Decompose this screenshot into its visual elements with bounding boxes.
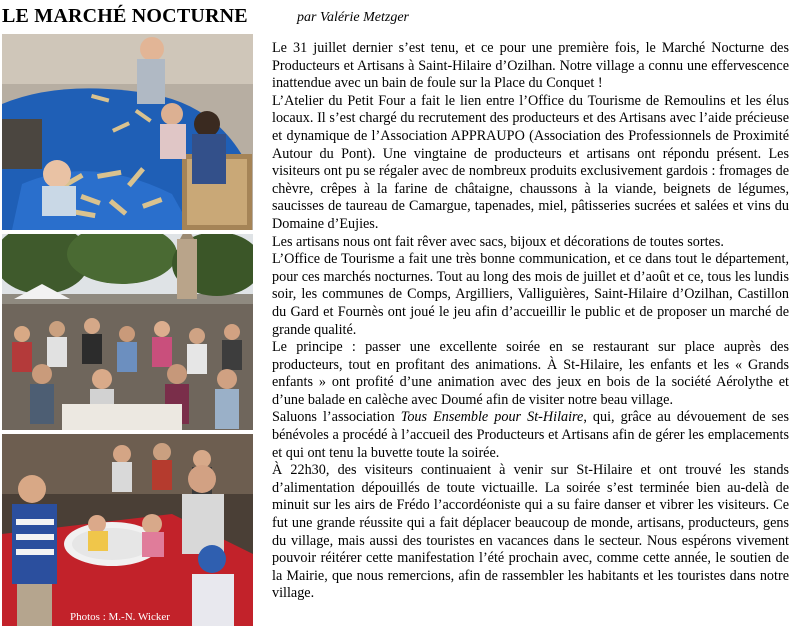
association-name: Tous Ensemble pour St-Hilaire <box>400 409 584 426</box>
author-byline: par Valérie Metzger <box>297 10 409 25</box>
article-paragraph: Le 31 juillet dernier s’est tenu, et ce pour une première fois, le Marché Nocturne des Producteurs et Artisans à Saint-Hilaire d’Ozilhan. Notre village a connu une effervescence inattendue avec un bain de foule sur la Place du Conquet ! <box>272 40 789 92</box>
article-paragraph: L’Office de Tourisme a fait une très bonne communication, et ce dans tout le département, pour ces marchés nocturnes. Tout au long des mois de juillet et d’août et ce, tous les lundis soir, les communes de Comps, Argilliers, Valliguières, Saint-Hilaire d’Ozilhan, Castillon du Gard et Fournès ont joué le jeu afin d’accueillir le public et de proposer un marché de grande qualité. <box>272 251 789 338</box>
paragraph-text: , qui, grâce au dévouement de ses bénévoles a procédé à l’accueil des Producteurs et Artisans afin de gérer les emplacements et qui ont tenu la buvette toute la soirée. <box>272 409 789 461</box>
photo-children-wooden-blocks <box>2 34 253 230</box>
paragraph-text: Saluons l’association <box>272 409 401 426</box>
article-paragraph: À 22h30, des visiteurs continuaient à venir sur St-Hilaire et ont trouvé les stands d’alimentation dépouillés de toute victuaille. La soirée s’est terminée bien au-delà de minuit sur les airs de Frédo l’accordéoniste qui a su faire danser et vibrer les visiteurs. Ce fut une grande réussite qui a fait déplacer beaucoup de monde, artisans, producteurs, gens du village, mais aussi des touristes en vacances dans le secteur. Nous espérons vivement pouvoir réitérer cette manifestation l’été prochain avec, comme cette année, le soutien de la Mairie, que nous remercions, afin de rassembler les habitants et les touristes dans notre village. <box>272 462 789 602</box>
photo-dining-crowd <box>2 234 253 430</box>
article-paragraph: L’Atelier du Petit Four a fait le lien entre l’Office du Tourisme de Remoulins et les élus locaux. Il s’est chargé du recrutement des producteurs et des Artisans avec l’aide précieuse et dynamique de l’Association APPRAUPO (Association des Professionnels de Proximité Autour du Pont). Une vingtaine de producteurs et artisans ont répondu présent. Les visiteurs ont pu se régaler avec de nombreux produits exclusivement gardois : fromages de chèvre, crêpes à la farine de châtaigne, chaussons à la viande, beignets de légumes, saucisses de taureau de Camargue, tapenades, miel, pâtisseries sucrées et salées et vins du Domaine d’Eujies. <box>272 92 789 232</box>
article-paragraph: Le principe : passer une excellente soirée en se restaurant sur place auprès des producteurs, tout en profitant des animations. À St-Hilaire, les enfants et les « Grands enfants » ont profité d’une animation avec des jeux en bois de la société Aérolythe et d’une balade en calèche avec Doumé afin de visiter notre beau village. <box>272 339 789 408</box>
article-body <box>272 40 789 603</box>
article-paragraph <box>272 409 789 462</box>
article-paragraph: Les artisans nous ont fait rêver avec sacs, bijoux et décorations de toutes sortes. <box>272 233 724 250</box>
photo-credit: Photos : M.-N. Wicker <box>70 611 170 623</box>
article-title: LE MARCHÉ NOCTURNE <box>2 5 248 27</box>
photo-children-table-game <box>2 434 253 626</box>
photo-column <box>2 34 253 626</box>
